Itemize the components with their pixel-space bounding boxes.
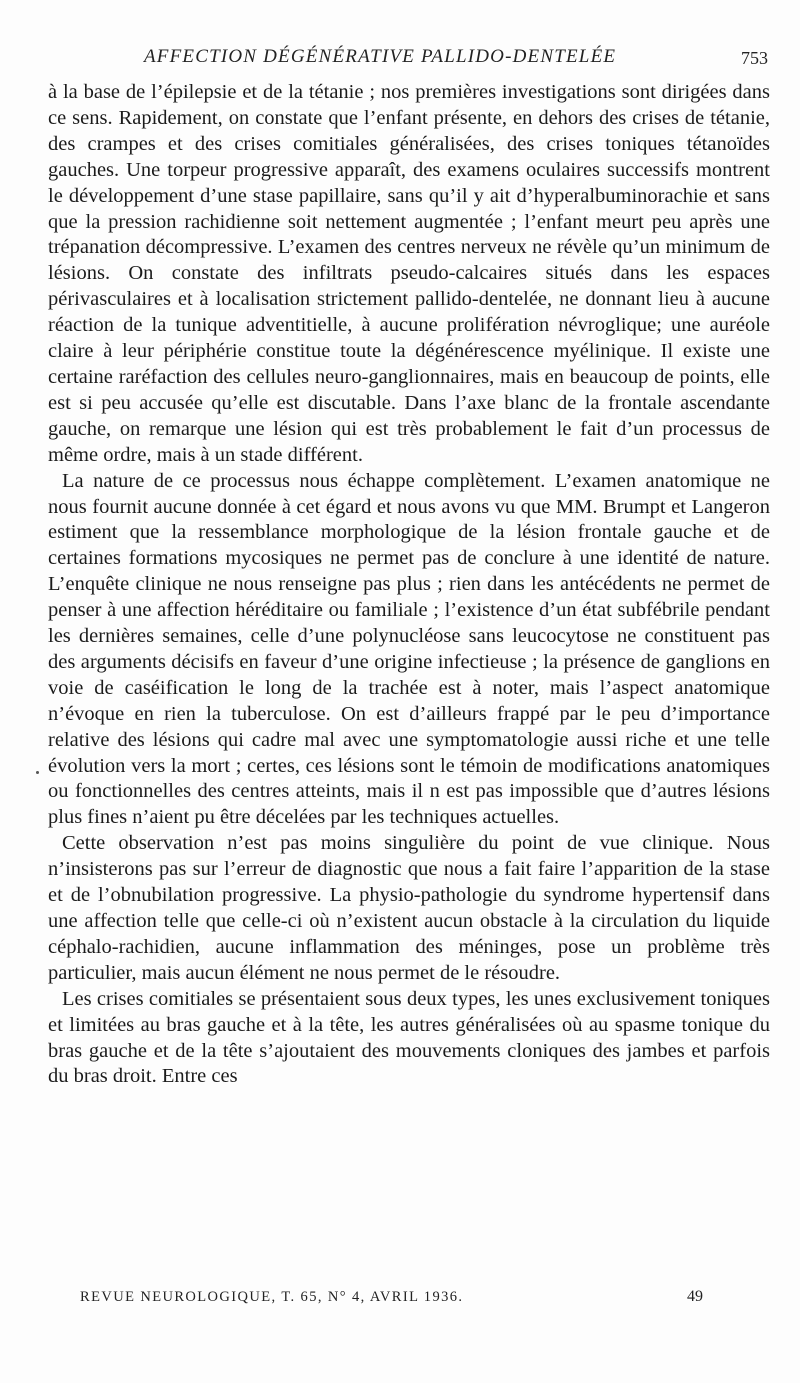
running-head	[62, 42, 780, 72]
paragraph-crises: Les crises comitiales se présentaient sous deux types, les unes exclusivement toniques et limitées au bras gauche et à la tête, les autres généralisées où au spasme tonique du bras gauche et de la tête s’ajoutaient des mouvements cloniques des jambes et parfois du bras droit. Entre ces	[48, 987, 770, 1088]
paragraph-continuation: à la base de l’épilepsie et de la tétanie ; nos premières investigations sont dirigées dans ce sens. Rapidement, on constate que l’enfant présente, en dehors des crises de tétanie, des crampes et des crises comitiales généralisées, des crises toniques tétanoïdes gauches. Une torpeur progressive apparaît, des examens oculaires successifs montrent le développement d’une stase papillaire, sans qu’il y ait d’hyperalbuminorachie et sans que la pression rachidienne soit nettement augmentée ; l’enfant meurt peu après une trépanation décompressive. L’examen des centres nerveux ne révèle qu’un minimum de lésions. On constate des infiltrats pseudo-calcaires situés dans les espaces périvasculaires et à localisation strictement pallido-dentelée, ne donnant lieu à aucune réaction de la tunique adventitielle, à aucune prolifération névroglique; une auréole claire à leur périphérie constitue toute la dégénérescence myélinique. Il existe une certaine raréfaction des cellules neuro-ganglionnaires, mais en beaucoup de points, elle est si peu accusée qu’elle est discutable. Dans l’axe blanc de la frontale ascendante gauche, on remarque une lésion qui est très probablement le fait d’un processus de même ordre, mais à un stade différent.	[48, 81, 770, 466]
page-number: 753	[741, 48, 768, 68]
page-footer	[62, 1287, 780, 1311]
body-text	[48, 80, 770, 1090]
running-title: AFFECTION DÉGÉNÉRATIVE PALLIDO-DENTELÉE	[144, 46, 617, 67]
margin-mark	[36, 771, 39, 774]
paragraph-observation: Cette observation n’est pas moins singulière du point de vue clinique. Nous n’insisterons pas sur l’erreur de diagnostic que nous a fait faire l’apparition de la stase et de l’obnubilation progressive. La physio-pathologie du syndrome hypertensif dans une affection telle que celle-ci où n’existent aucun obstacle à la circulation du liquide céphalo-rachidien, aucune inflammation des méninges, pose un problème très particulier, mais aucun élément ne nous permet de le résoudre.	[48, 832, 770, 984]
signature-mark: 49	[687, 1288, 703, 1305]
paragraph-nature: La nature de ce processus nous échappe complètement. L’examen anatomique ne nous fournit aucune donnée à cet égard et nous avons vu que MM. Brumpt et Langeron estiment que la ressemblance morphologique de la lésion frontale gauche et de certaines formations mycosiques ne permet pas de conclure à une identité de nature. L’enquête clinique ne nous renseigne pas plus ; rien dans les antécédents ne permet de penser à une affection héréditaire ou familiale ; l’existence d’un état subfébrile pendant les dernières semaines, celle d’une polynucléose sans leucocytose ne constituent pas des arguments décisifs en faveur d’une origine infectieuse ; la présence de ganglions en voie de caséification le long de la trachée est à noter, mais l’aspect anatomique n’évoque en rien la tuberculose. On est d’ailleurs frappé par le peu d’importance relative des lésions qui cadre mal avec une symptomatologie aussi riche et une telle évolution vers la mort ; certes, ces lésions sont le témoin de modifications anatomiques ou fonctionnelles des centres atteints, mais il n est pas impossible que d’autres lésions plus fines n’aient pu être décelées par les techniques actuelles.	[48, 469, 770, 829]
journal-reference: REVUE NEUROLOGIQUE, T. 65, N° 4, AVRIL 1936.	[80, 1289, 464, 1305]
